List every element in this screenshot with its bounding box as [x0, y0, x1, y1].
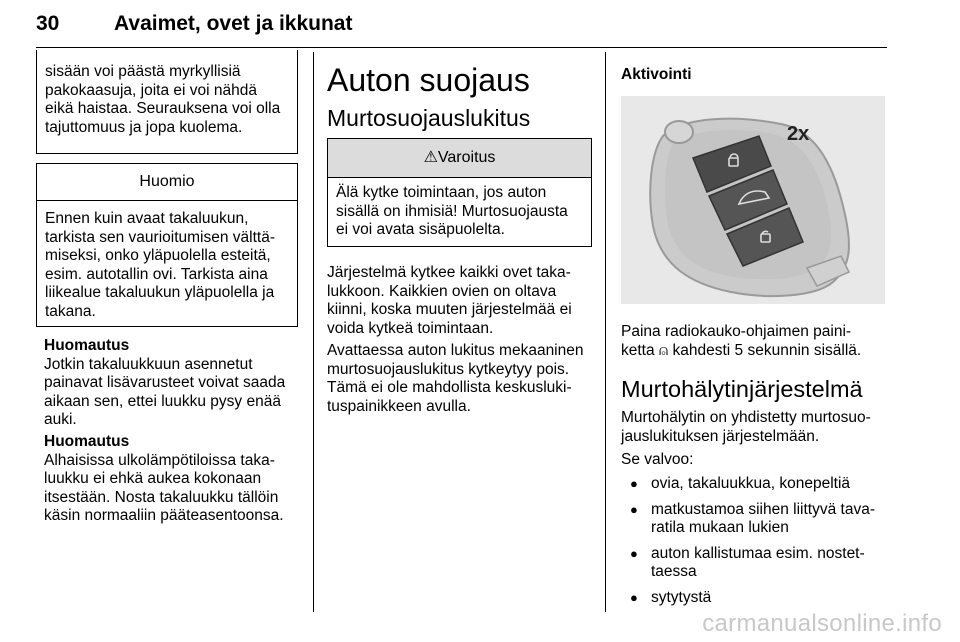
text-line: sisään voi päästä myrkyllisiä [45, 63, 241, 80]
text-line: lukkoon. Kaikkien ovien on oltava [327, 282, 557, 300]
list-item [621, 475, 893, 494]
text-line: Paina radiokauko-ohjaimen paini- [621, 323, 852, 340]
text-line: esim. autotallin ovi. Tarkista aina [45, 265, 268, 283]
note-2 [44, 433, 306, 526]
text-line: aikaan sen, ettei luukku pysy enää [44, 392, 281, 410]
text-line: painavat lisävarusteet voivat saada [44, 374, 286, 391]
text-line: sisällä on ihmisiä! Murtosuojausta [336, 202, 568, 220]
warning-box [327, 138, 592, 247]
text-line: auki. [44, 411, 77, 428]
text-line: eikä haistaa. Seurauksena voi olla [45, 100, 281, 117]
text-line: Jotkin takaluukkuun asennetut [44, 355, 253, 373]
text-line: Avattaessa auton lukitus mekaaninen [327, 342, 584, 359]
text-line: takana. [45, 302, 96, 320]
text-line: Älä kytke toimintaan, jos auton [336, 184, 547, 201]
text-line: itsestään. Nosta takaluukku tällöin [44, 488, 279, 506]
text-line: miseksi, onko yläpuolella esteitä, [45, 247, 271, 264]
text-line: luukku ei ehkä aukea kokonaan [44, 470, 262, 487]
column-divider-1 [313, 52, 314, 612]
text-line: Alhaisissa ulkolämpötiloissa taka- [44, 451, 275, 469]
list-intro: Se valvoo: [621, 451, 694, 468]
activation-subheading: Aktivointi [621, 66, 692, 83]
notice-box [36, 163, 298, 327]
text-line: ● auton kallistumaa esim. nostet- [651, 544, 865, 562]
warning-icon: ⚠ [423, 149, 438, 166]
text-line: ● ovia, takaluukkua, konepeltiä [651, 475, 851, 492]
page-header-title: Avaimet, ovet ja ikkunat [114, 12, 353, 35]
text-line: voida kytkeä toimintaan. [327, 319, 494, 337]
list-item [621, 501, 893, 538]
note-1 [44, 337, 306, 430]
page-number: 30 [36, 12, 60, 35]
note-2-title: Huomautus [44, 433, 130, 450]
column-divider-2 [605, 52, 606, 612]
danger-box-text [37, 50, 297, 137]
subsection-heading: Murtosuojauslukitus [327, 105, 531, 131]
note-1-title: Huomautus [44, 337, 130, 354]
text-line: käsin normaaliin pääteasentoonsa. [44, 507, 284, 524]
danger-box-continuation [36, 50, 298, 154]
text-line: Järjestelmä kytkee kaikki ovet taka- [327, 264, 571, 281]
text-line: ratila mukaan lukien [651, 519, 789, 536]
notice-title: Huomio [37, 164, 297, 201]
text-line: ● sytytystä [651, 588, 712, 606]
text-line: ● matkustamoa siihen liittyvä tava- [651, 500, 875, 518]
warning-header [328, 139, 591, 178]
paragraph-1 [327, 264, 599, 338]
key-fob-illustration [621, 96, 885, 304]
alarm-heading: Murtohälytinjärjestelmä [621, 376, 863, 402]
text-line: murtosuojauslukitus kytkeytyy pois. [327, 360, 570, 378]
press-twice-label: 2x [787, 123, 810, 145]
text-line: kiinni, koska muuten järjestelmää ei [327, 301, 572, 318]
text-line: tuspainikkeen avulla. [327, 397, 471, 415]
header-rule [36, 47, 887, 48]
text-line: Ennen kuin avaat takaluukun, [45, 210, 249, 227]
text-line: liikealue takaluukun yläpuolella ja [45, 284, 275, 301]
section-heading: Auton suojaus [327, 62, 530, 98]
notice-text [37, 201, 297, 321]
text-line: ketta ⍝ kahdesti 5 sekunnin sisällä. [621, 341, 862, 359]
watermark: carmanualsonline.info [702, 610, 942, 637]
alarm-paragraph [621, 409, 893, 446]
text-line: Tämä ei ole mahdollista keskusluki- [327, 379, 572, 396]
text-line: pakokaasuja, joita ei voi nähdä [45, 81, 257, 99]
text-line: tarkista sen vaurioitumisen välttä- [45, 228, 276, 246]
activation-paragraph [621, 323, 893, 360]
list-item [621, 545, 893, 582]
text-line: Murtohälytin on yhdistetty murtosuo- [621, 409, 871, 426]
warning-title: Varoitus [437, 149, 496, 166]
paragraph-2 [327, 342, 599, 416]
text-line: jauslukituksen järjestelmään. [621, 427, 820, 445]
text-line: ei voi avata sisäpuolelta. [336, 221, 505, 238]
warning-text [328, 178, 591, 240]
list-item [621, 589, 893, 608]
text-line: taessa [651, 563, 697, 580]
monitored-items-list [621, 475, 893, 614]
text-line: tajuttomuus ja jopa kuolema. [45, 118, 243, 136]
